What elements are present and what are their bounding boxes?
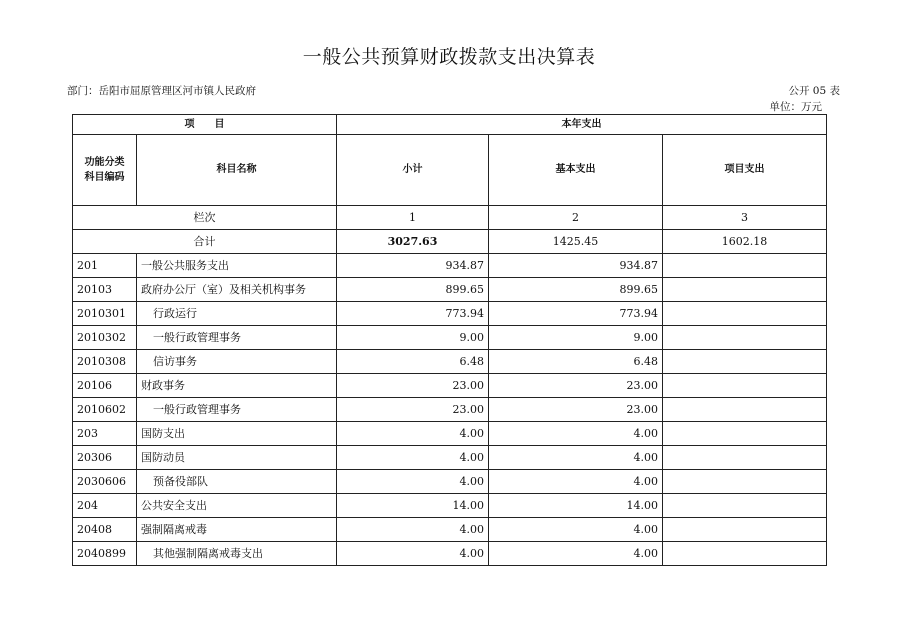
- row-subtotal: 4.00: [337, 518, 489, 542]
- col-index-1: 1: [337, 206, 489, 230]
- table-row: [73, 542, 827, 566]
- table-row: [73, 374, 827, 398]
- column-index-row: [73, 206, 827, 230]
- row-name: 一般行政管理事务: [137, 398, 337, 422]
- row-project: [663, 350, 827, 374]
- header-project: 项目支出: [663, 135, 827, 206]
- unit-label: 单位：万元: [769, 101, 822, 113]
- table-row: [73, 518, 827, 542]
- row-code: 20408: [73, 518, 137, 542]
- department-label: 部门：岳阳市屈原管理区河市镇人民政府: [67, 85, 256, 97]
- row-basic: 23.00: [489, 398, 663, 422]
- row-subtotal: 14.00: [337, 494, 489, 518]
- row-code: 201: [73, 254, 137, 278]
- header-code-text: 功能分类 科目编码: [84, 157, 125, 183]
- col-index-3: 3: [663, 206, 827, 230]
- expenditure-table: [72, 114, 827, 566]
- row-subtotal: 4.00: [337, 470, 489, 494]
- header-name: 科目名称: [137, 135, 337, 206]
- total-row: [73, 230, 827, 254]
- table-row: [73, 446, 827, 470]
- header-subtotal: 小计: [337, 135, 489, 206]
- row-basic: 773.94: [489, 302, 663, 326]
- header-row-columns: [73, 135, 827, 206]
- row-code: 20106: [73, 374, 137, 398]
- row-name: 行政运行: [137, 302, 337, 326]
- row-basic: 4.00: [489, 518, 663, 542]
- row-code: 2010308: [73, 350, 137, 374]
- row-project: [663, 542, 827, 566]
- table-row: [73, 302, 827, 326]
- header-row-top: [73, 115, 827, 135]
- row-subtotal: 934.87: [337, 254, 489, 278]
- row-name: 公共安全支出: [137, 494, 337, 518]
- row-subtotal: 4.00: [337, 446, 489, 470]
- row-project: [663, 518, 827, 542]
- table-row: [73, 398, 827, 422]
- row-basic: 9.00: [489, 326, 663, 350]
- row-subtotal: 6.48: [337, 350, 489, 374]
- row-name: 国防支出: [137, 422, 337, 446]
- row-basic: 934.87: [489, 254, 663, 278]
- row-subtotal: 9.00: [337, 326, 489, 350]
- row-project: [663, 302, 827, 326]
- page-title: 一般公共预算财政拨款支出决算表: [302, 46, 596, 68]
- row-name: 信访事务: [137, 350, 337, 374]
- row-code: 2010302: [73, 326, 137, 350]
- row-subtotal: 773.94: [337, 302, 489, 326]
- row-project: [663, 326, 827, 350]
- row-subtotal: 4.00: [337, 542, 489, 566]
- row-basic: 4.00: [489, 542, 663, 566]
- row-code: 2010301: [73, 302, 137, 326]
- row-name: 国防动员: [137, 446, 337, 470]
- table-row: [73, 422, 827, 446]
- table-row: [73, 494, 827, 518]
- table-row: [73, 278, 827, 302]
- row-project: [663, 374, 827, 398]
- total-subtotal: 3027.63: [337, 230, 489, 254]
- total-basic: 1425.45: [489, 230, 663, 254]
- table-row: [73, 350, 827, 374]
- row-name: 政府办公厅（室）及相关机构事务: [137, 278, 337, 302]
- row-name: 一般公共服务支出: [137, 254, 337, 278]
- row-name: 其他强制隔离戒毒支出: [137, 542, 337, 566]
- row-basic: 23.00: [489, 374, 663, 398]
- row-code: 2040899: [73, 542, 137, 566]
- header-basic: 基本支出: [489, 135, 663, 206]
- row-code: 20306: [73, 446, 137, 470]
- row-code: 20103: [73, 278, 137, 302]
- table-row: [73, 326, 827, 350]
- row-basic: 4.00: [489, 470, 663, 494]
- col-index-2: 2: [489, 206, 663, 230]
- row-subtotal: 4.00: [337, 422, 489, 446]
- row-name: 财政事务: [137, 374, 337, 398]
- header-item: 项 目: [73, 115, 337, 135]
- row-project: [663, 422, 827, 446]
- row-code: 204: [73, 494, 137, 518]
- header-current-year: 本年支出: [337, 115, 827, 135]
- row-subtotal: 23.00: [337, 374, 489, 398]
- row-code: 2010602: [73, 398, 137, 422]
- row-project: [663, 398, 827, 422]
- col-index-label: 栏次: [73, 206, 337, 230]
- row-project: [663, 254, 827, 278]
- row-basic: 6.48: [489, 350, 663, 374]
- row-code: 203: [73, 422, 137, 446]
- row-code: 2030606: [73, 470, 137, 494]
- row-basic: 899.65: [489, 278, 663, 302]
- row-name: 强制隔离戒毒: [137, 518, 337, 542]
- table-row: [73, 470, 827, 494]
- row-project: [663, 446, 827, 470]
- total-project: 1602.18: [663, 230, 827, 254]
- row-name: 预备役部队: [137, 470, 337, 494]
- row-basic: 4.00: [489, 446, 663, 470]
- row-basic: 14.00: [489, 494, 663, 518]
- row-basic: 4.00: [489, 422, 663, 446]
- row-project: [663, 470, 827, 494]
- table-number: 公开 05 表: [788, 85, 840, 97]
- header-code: [73, 135, 137, 206]
- row-subtotal: 23.00: [337, 398, 489, 422]
- total-label: 合计: [73, 230, 337, 254]
- table-row: [73, 254, 827, 278]
- row-project: [663, 494, 827, 518]
- row-project: [663, 278, 827, 302]
- row-name: 一般行政管理事务: [137, 326, 337, 350]
- row-subtotal: 899.65: [337, 278, 489, 302]
